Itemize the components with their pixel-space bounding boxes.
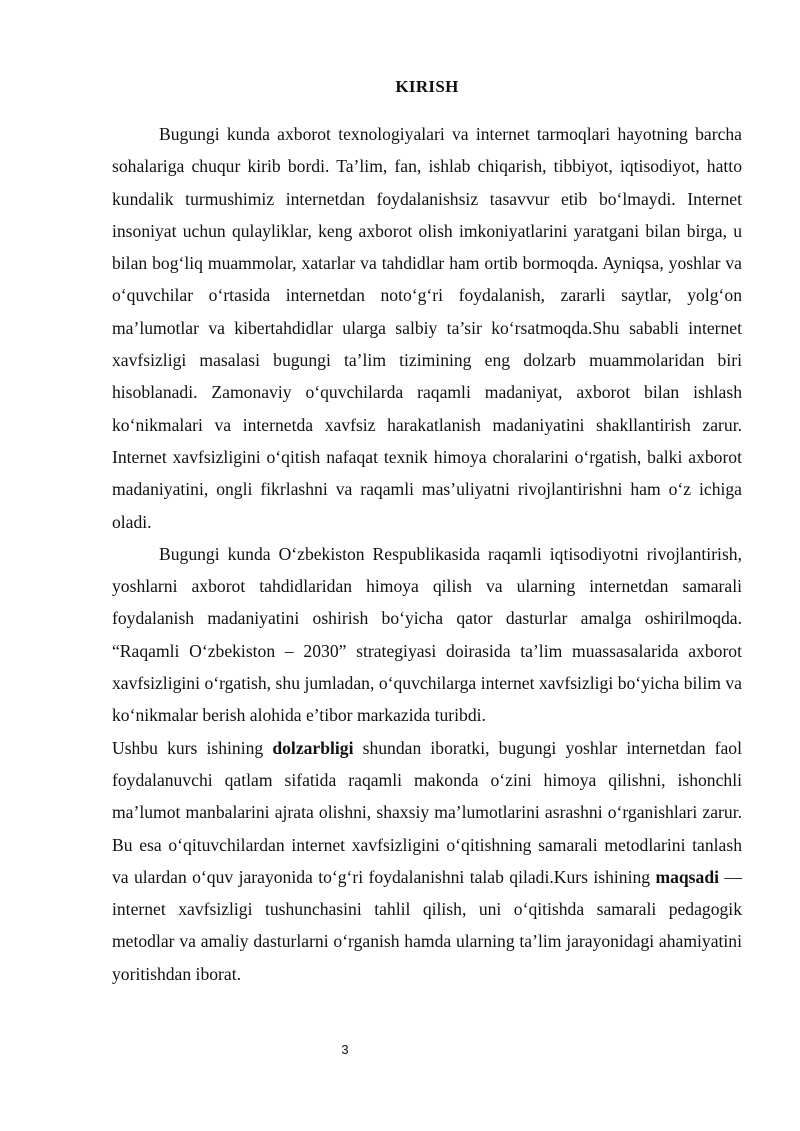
relevance-lead-text: Ushbu kurs ishining — [112, 737, 273, 758]
paragraph-introduction: Bugungi kunda axborot texnologiyalari va internet tarmoqlari hayotning barcha sohalariga chuqur kirib bordi. Ta’lim, fan, ishlab chiqarish, tibbiyot, iqtisodiyot, hatto kundalik turmushimiz internetdan foydalanishsiz tasavvur etib bo‘lmaydi. Internet insoniyat uchun qulayliklar, keng axborot olish imkoniyatlarini yaratgani bilan birga, u bilan bog‘liq muammolar, xatarlar va tahdidlar ham ortib bormoqda. Ayniqsa, yoshlar va o‘quvchilar o‘rtasida internetdan noto‘g‘ri foydalanish, zararli saytlar, yolg‘on ma’lumotlar va kibertahdidlar ularga salbiy ta’sir ko‘rsatmoqda.Shu sababli internet xavfsizligi masalasi bugungi ta’lim tizimining eng dolzarb muammolaridan biri hisoblanadi. Zamonaviy o‘quvchilarda raqamli madaniyat, axborot bilan ishlash ko‘nikmalari va internetda xavfsiz harakatlanish madaniyatini shakllantirish zarur. Internet xavfsizligini o‘qitish nafaqat texnik himoya choralarini o‘rgatish, balki axborot madaniyatini, ongli fikrlashni va raqamli mas’uliyatni rivojlantirishni ham o‘z ichiga oladi. — [112, 124, 742, 532]
relevance-text: shundan iboratki, bugungi yoshlar internetdan faol foydalanuvchi qatlam sifatida raqamli makonda o‘zini himoya qilishni, ishonchli ma’lumot manbalarini ajrata olishni, shaxsiy ma’lumotlarini asrashni o‘rganishlari zarur. Bu esa o‘qituvchilardan internet xavfsizligini o‘qitishning samarali metodlarini tanlash va ulardan o‘quv jarayonida to‘g‘ri foydalanishni talab qiladi.Kurs ishining — [112, 737, 742, 887]
goal-text: — internet xavfsizligi tushunchasini tahlil qilish, uni o‘qitishda samarali pedagogik metodlar va amaliy dasturlarni o‘rganish hamda ularning ta’lim jarayonidagi ahamiyatini yoritishdan iborat. — [112, 866, 742, 984]
goal-term: maqsadi — [655, 866, 719, 887]
section-heading: KIRISH — [395, 77, 459, 96]
relevance-term: dolzarbligi — [272, 737, 354, 758]
document-body — [112, 118, 742, 990]
paragraph-uzbekistan-programs: Bugungi kunda O‘zbekiston Respublikasida raqamli iqtisodiyotni rivojlantirish, yoshlarni axborot tahdidlaridan himoya qilish va ularning internetdan samarali foydalanish madaniyatini oshirish bo‘yicha qator dasturlar amalga oshirilmoqda. “Raqamli O‘zbekiston – 2030” strategiyasi doirasida ta’lim muassasalarida axborot xavfsizligini o‘rgatish, shu jumladan, o‘quvchilarga internet xavfsizligi bo‘yicha bilim va ko‘nikmalar berish alohida e’tibor markazida turibdi. — [112, 543, 742, 726]
page-number: 3 — [341, 1042, 349, 1057]
paragraph-relevance-goal — [112, 732, 742, 990]
